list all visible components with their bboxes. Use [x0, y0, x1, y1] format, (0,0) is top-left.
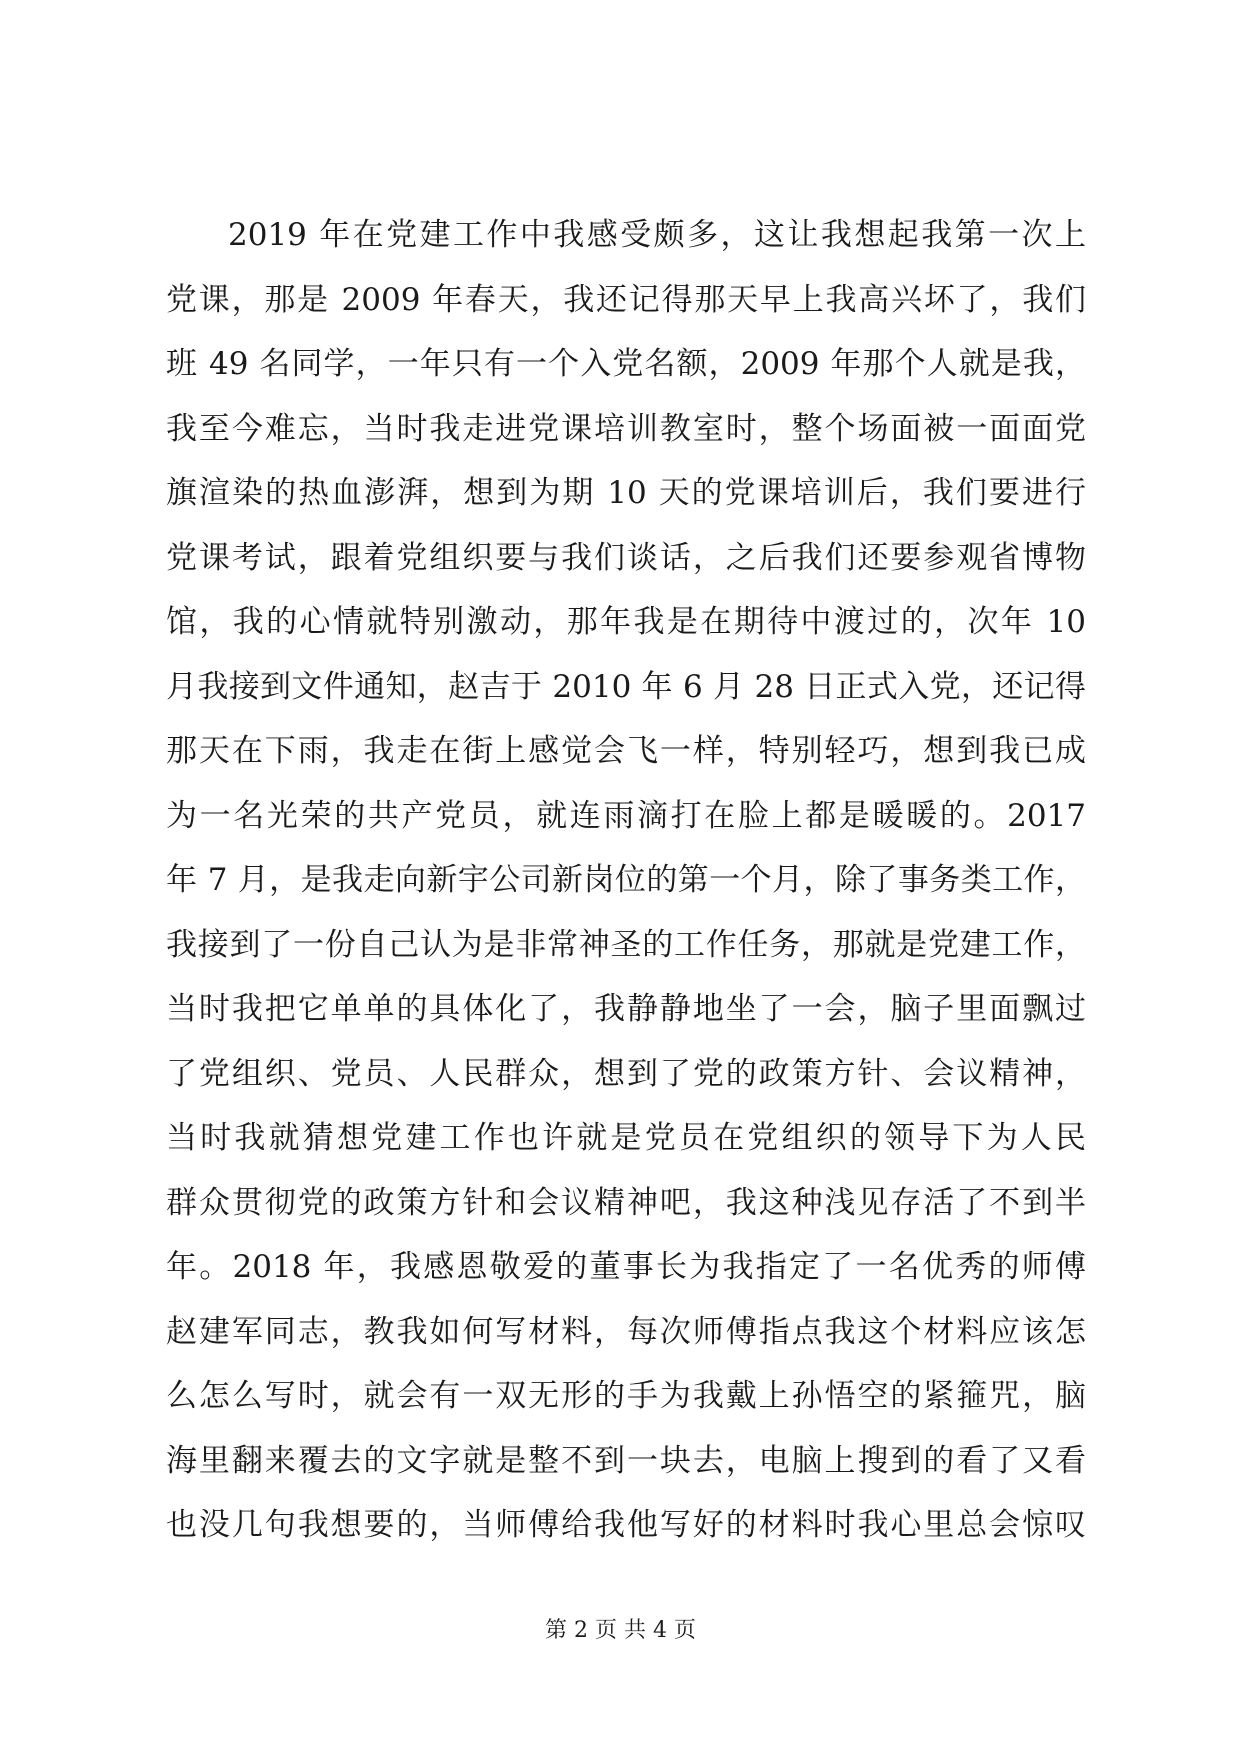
paragraph-line: 年。2018 年，我感恩敬爱的董事长为我指定了一名优秀的师傅	[166, 1249, 1086, 1285]
paragraph-line: 班 49 名同学，一年只有一个入党名额，2009 年那个人就是我，	[166, 346, 1086, 382]
paragraph-line: 了党组织、党员、人民群众，想到了党的政策方针、会议精神，	[166, 1055, 1086, 1092]
paragraph-line: 也没几句我想要的，当师傅给我他写好的材料时我心里总会惊叹	[166, 1507, 1086, 1543]
paragraph-line: 月我接到文件通知，赵吉于 2010 年 6 月 28 日正式入党，还记得	[166, 668, 1086, 705]
paragraph-line: 我至今难忘，当时我走进党课培训教室时，整个场面被一面面党	[166, 410, 1086, 447]
paragraph-line: 当时我把它单单的具体化了，我静静地坐了一会，脑子里面飘过	[166, 991, 1086, 1027]
paragraph-line: 赵建军同志，教我如何写材料，每次师傅指点我这个材料应该怎	[166, 1313, 1086, 1350]
paragraph-line: 当时我就猜想党建工作也许就是党员在党组织的领导下为人民	[166, 1120, 1086, 1156]
paragraph-line: 群众贯彻党的政策方针和会议精神吧，我这种浅见存活了不到半	[166, 1184, 1086, 1221]
page-footer	[0, 1616, 1241, 1646]
paragraph-line: 馆，我的心情就特别激动，那年我是在期待中渡过的，次年 10	[166, 604, 1086, 640]
paragraph-line: 年 7 月，是我走向新宇公司新岗位的第一个月，除了事务类工作，	[166, 862, 1086, 898]
paragraph-line: 么怎么写时，就会有一双无形的手为我戴上孙悟空的紧箍咒，脑	[166, 1378, 1086, 1414]
paragraph-line: 党课考试，跟着党组织要与我们谈话，之后我们还要参观省博物	[166, 539, 1086, 576]
paragraph-line: 2019 年在党建工作中我感受颇多，这让我想起我第一次上	[228, 217, 1086, 253]
paragraph-line: 为一名光荣的共产党员，就连雨滴打在脸上都是暖暖的。2017	[166, 797, 1086, 834]
paragraph-line: 海里翻来覆去的文字就是整不到一块去，电脑上搜到的看了又看	[166, 1442, 1086, 1479]
paragraph-line: 党课，那是 2009 年春天，我还记得那天早上我高兴坏了，我们	[166, 281, 1086, 318]
page-indicator: 第 2 页 共 4 页	[545, 1618, 696, 1643]
body-paragraph	[166, 203, 1086, 1558]
paragraph-line: 旗渲染的热血澎湃，想到为期 10 天的党课培训后，我们要进行	[166, 475, 1086, 511]
paragraph-line: 我接到了一份自己认为是非常神圣的工作任务，那就是党建工作，	[166, 926, 1086, 963]
paragraph-line: 那天在下雨，我走在街上感觉会飞一样，特别轻巧，想到我已成	[166, 733, 1086, 769]
